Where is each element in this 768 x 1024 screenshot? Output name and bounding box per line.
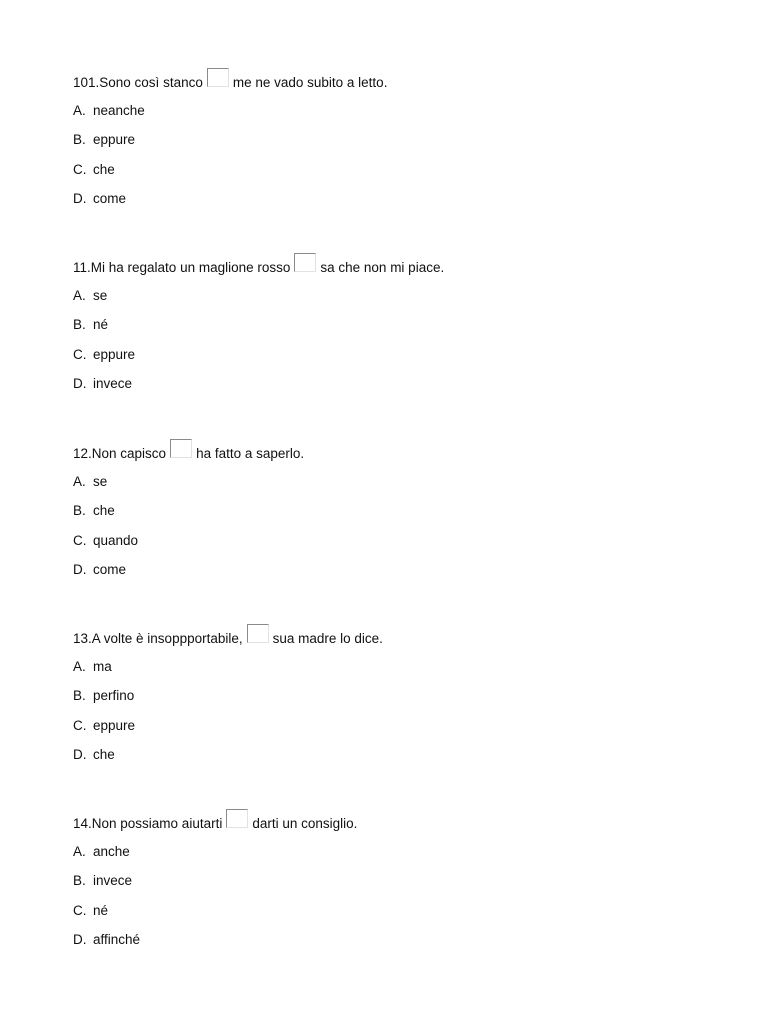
answer-blank-input[interactable] [207, 68, 229, 87]
option-a[interactable] [73, 287, 713, 316]
option-text: neanche [93, 103, 145, 118]
option-letter: B. [73, 873, 86, 889]
option-text: ma [93, 659, 112, 674]
option-letter: C. [73, 902, 87, 918]
option-letter: D. [73, 561, 87, 577]
option-list [73, 473, 713, 590]
option-d[interactable] [73, 561, 713, 590]
option-text: eppure [93, 717, 136, 733]
answer-blank-input[interactable] [294, 253, 316, 272]
question-text [73, 814, 713, 834]
question-101 [73, 73, 713, 219]
question-text-after: darti un consiglio. [252, 816, 358, 831]
option-b[interactable] [73, 872, 713, 901]
question-text-before: 14.Non possiamo aiutarti [73, 816, 223, 831]
option-a[interactable] [73, 843, 713, 872]
option-letter: B. [73, 688, 86, 704]
option-text: se [93, 474, 108, 489]
question-text-after: ha fatto a saperlo. [196, 446, 305, 461]
option-c[interactable] [73, 902, 713, 931]
option-text: che [93, 746, 115, 762]
question-text-after: sa che non mi piace. [320, 260, 445, 275]
question-text-after: me ne vado subito a letto. [232, 75, 388, 90]
question-text [73, 629, 713, 649]
option-letter: D. [73, 746, 87, 762]
option-letter: A. [73, 474, 86, 489]
option-a[interactable] [73, 473, 713, 502]
option-text: perfino [93, 688, 135, 704]
option-text: quando [93, 532, 139, 548]
option-letter: B. [73, 132, 86, 148]
option-letter: D. [73, 375, 87, 391]
option-b[interactable] [73, 316, 713, 345]
option-d[interactable] [73, 190, 713, 219]
option-letter: B. [73, 503, 86, 519]
option-list [73, 843, 713, 960]
option-text: né [93, 902, 109, 918]
question-text-before: 12.Non capisco [73, 446, 167, 461]
option-letter: D. [73, 190, 87, 206]
option-text: invece [93, 375, 133, 391]
option-c[interactable] [73, 532, 713, 561]
question-text-before: 13.A volte è insoppportabile, [73, 631, 243, 646]
option-letter: C. [73, 717, 87, 733]
option-letter: A. [73, 659, 86, 674]
option-b[interactable] [73, 131, 713, 160]
option-c[interactable] [73, 161, 713, 190]
question-text [73, 444, 713, 464]
option-text: che [93, 503, 115, 519]
option-list [73, 102, 713, 219]
question-text [73, 73, 713, 93]
answer-blank-input[interactable] [170, 439, 192, 458]
answer-blank-input[interactable] [247, 624, 269, 643]
option-letter: A. [73, 288, 86, 303]
question-14 [73, 814, 713, 960]
option-letter: A. [73, 844, 86, 859]
option-letter: A. [73, 103, 86, 118]
option-list [73, 287, 713, 404]
question-text [73, 258, 713, 278]
option-letter: B. [73, 317, 86, 333]
question-text-before: 11.Mi ha regalato un maglione rosso [73, 260, 291, 275]
question-11 [73, 258, 713, 404]
option-text: che [93, 161, 115, 177]
option-c[interactable] [73, 346, 713, 375]
option-text: eppure [93, 346, 136, 362]
option-a[interactable] [73, 658, 713, 687]
option-letter: C. [73, 161, 87, 177]
option-text: affinché [93, 931, 141, 947]
option-text: come [93, 561, 127, 577]
option-a[interactable] [73, 102, 713, 131]
option-text: se [93, 288, 108, 303]
option-b[interactable] [73, 502, 713, 531]
option-letter: C. [73, 346, 87, 362]
question-13 [73, 629, 713, 775]
option-d[interactable] [73, 746, 713, 775]
option-list [73, 658, 713, 775]
question-12 [73, 444, 713, 590]
option-letter: D. [73, 931, 87, 947]
answer-blank-input[interactable] [226, 809, 248, 828]
option-text: né [93, 317, 109, 333]
option-b[interactable] [73, 687, 713, 716]
option-c[interactable] [73, 717, 713, 746]
option-letter: C. [73, 532, 87, 548]
option-text: anche [93, 844, 130, 859]
option-text: come [93, 190, 127, 206]
question-text-after: sua madre lo dice. [272, 631, 383, 646]
option-d[interactable] [73, 931, 713, 960]
option-text: eppure [93, 132, 136, 148]
option-d[interactable] [73, 375, 713, 404]
question-text-before: 101.Sono così stanco [73, 75, 203, 90]
option-text: invece [93, 873, 133, 889]
